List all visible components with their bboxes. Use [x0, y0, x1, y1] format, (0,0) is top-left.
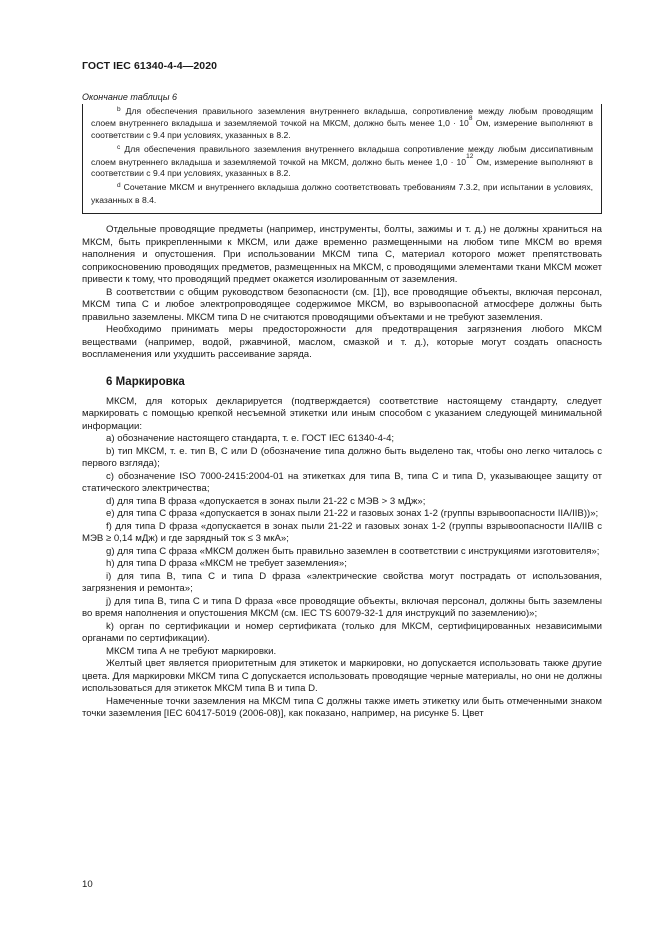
list-item: b) тип МКСМ, т. е. тип В, С или D (обозначение типа должно быть выделено так, чтобы оно легко читалось с первого взгляда); [82, 445, 602, 469]
list-item: j) для типа В, типа С и типа D фраза «все проводящие объекты, включая персонал, должны быть заземлены во время наполнения и опустошения МКСМ (см. IEC TS 60079-32-1 для инструкций по заземлению)»; [82, 595, 602, 619]
table-caption: Окончание таблицы 6 [82, 92, 177, 102]
paragraph: В соответствии с общим руководством безопасности (см. [1]), все проводящие объекты, включая персонал, МКСМ типа С и любое электропроводящее содержимое МКСМ, во взрывоопасной атмосфере должны быть правильно заземлены. МКСМ типа D не считаются проводящими объектами и не требуют заземления. [82, 286, 602, 323]
table-notes-box [82, 104, 602, 214]
note-exponent: 12 [466, 152, 474, 160]
list-item: k) орган по сертификации и номер сертификата (только для МКСМ, сертифицированных независимыми органами по сертификации). [82, 620, 602, 644]
paragraph: Необходимо принимать меры предосторожности для предотвращения загрязнения любого МКСМ веществами (например, водой, ржавчиной, маслом, смазкой и т. д.), которые могут создать опасность воспламенения или ухудшить рассеивание заряда. [82, 324, 602, 360]
paragraph: МКСМ типа А не требуют маркировки. [106, 645, 277, 657]
note-marker: b [117, 106, 121, 113]
section-title: 6 Маркировка [106, 375, 185, 388]
paragraph: Отдельные проводящие предметы (например, инструменты, болты, зажимы и т. д.) не должны храниться на МКСМ, быть прикрепленными к МКСМ, или даже временно размещенными на любом типе МКСМ во время наполнения и опустошения. При использовании МКСМ типа С, материал которого может препятствовать соприкосновению проводящих предметов, размещенных на МКСМ, с проводящими элементами ткани МКСМ может привести к тому, что проводящий предмет окажется изолированным от заземления. [82, 224, 602, 285]
note-marker: c [117, 144, 121, 152]
paragraph: МКСМ, для которых декларируется (подтверждается) соответствие настоящему стандарту, следует маркировать с помощью крепкой несъемной этикетки или иным способом с указанием следующей минимальной информации: [82, 395, 602, 432]
list-item: с) обозначение ISO 7000-2415:2004-01 на этикетках для типа В, типа С и типа D, указывающее защиту от статического электричества; [82, 470, 602, 494]
note-text: Ом, измерение выполняют в соответствии с 9.4 при условиях, указанных в 8.2. [91, 156, 593, 179]
list-item: е) для типа С фраза «допускается в зонах пыли 21-22 и газовых зонах 1-2 (группы взрывоопасности IIA/IIB))»; [106, 508, 599, 519]
body-text [82, 224, 602, 721]
note-text: Ом, измерение выполняют в соответствии с 9.4 при условиях, указанных в 8.2. [91, 118, 593, 140]
note-text: Сочетание МКСМ и внутреннего вкладыша должно соответствовать требованиям 7.3.2, при испытании в условиях, указанных в 8.4. [91, 182, 593, 205]
page-number: 10 [82, 879, 93, 890]
list-item: d) для типа В фраза «допускается в зонах пыли 21-22 с МЭВ > 3 мДж»; [106, 495, 426, 507]
note-text: Для обеспечения правильного заземления внутреннего вкладыша сопротивление между любым диссипативным слоем внутреннего вкладыша и заземляемой точкой на МКСМ, должно быть менее 1,0 · 10 [91, 144, 593, 167]
standard-header: ГОСТ IEC 61340-4-4—2020 [82, 60, 218, 72]
list-item: f) для типа D фраза «допускается в зонах пыли 21-22 и газовых зонах 1-2 (группы взрывоопасности IIA/IIB с МЭВ ≥ 0,14 мДж) и где зарядный ток ≤ 3 мкА»; [82, 520, 602, 544]
list-item: h) для типа D фраза «МКСМ не требует заземления»; [106, 558, 347, 569]
table-note-d [91, 182, 593, 206]
table-note-b [91, 106, 593, 141]
list-item: а) обозначение настоящего стандарта, т. е. ГОСТ IEC 61340-4-4; [106, 433, 395, 444]
note-text: Для обеспечения правильного заземления внутреннего вкладыша, сопротивление между любым проводящим слоем внутреннего вкладыша и заземляемой точкой на МКСМ, должно быть менее 1,0 · 10 [91, 106, 593, 129]
note-exponent: 8 [468, 114, 473, 122]
note-marker: d [117, 182, 121, 190]
table-note-c [91, 144, 593, 179]
paragraph: Намеченные точки заземления на МКСМ типа С должны также иметь этикетку или быть отмеченными знаком точки заземления [IEC 60417-5019 (2006-08)], как показано, например, на рисунке 5. Цвет [82, 695, 602, 719]
list-item: g) для типа С фраза «МКСМ должен быть правильно заземлен в соответствии с инструкциями изготовителя»; [106, 545, 600, 557]
list-item: i) для типа В, типа С и типа D фраза «электрические свойства могут пострадать от использования, загрязнения и ремонта»; [82, 570, 602, 594]
paragraph: Желтый цвет является приоритетным для этикеток и маркировки, но допускается использовать также другие цвета. Для маркировки МКСМ типа С допускается использовать проводящие черные материалы, но они не должны использоваться для этикеток МКСМ типа В и типа D. [82, 658, 602, 694]
